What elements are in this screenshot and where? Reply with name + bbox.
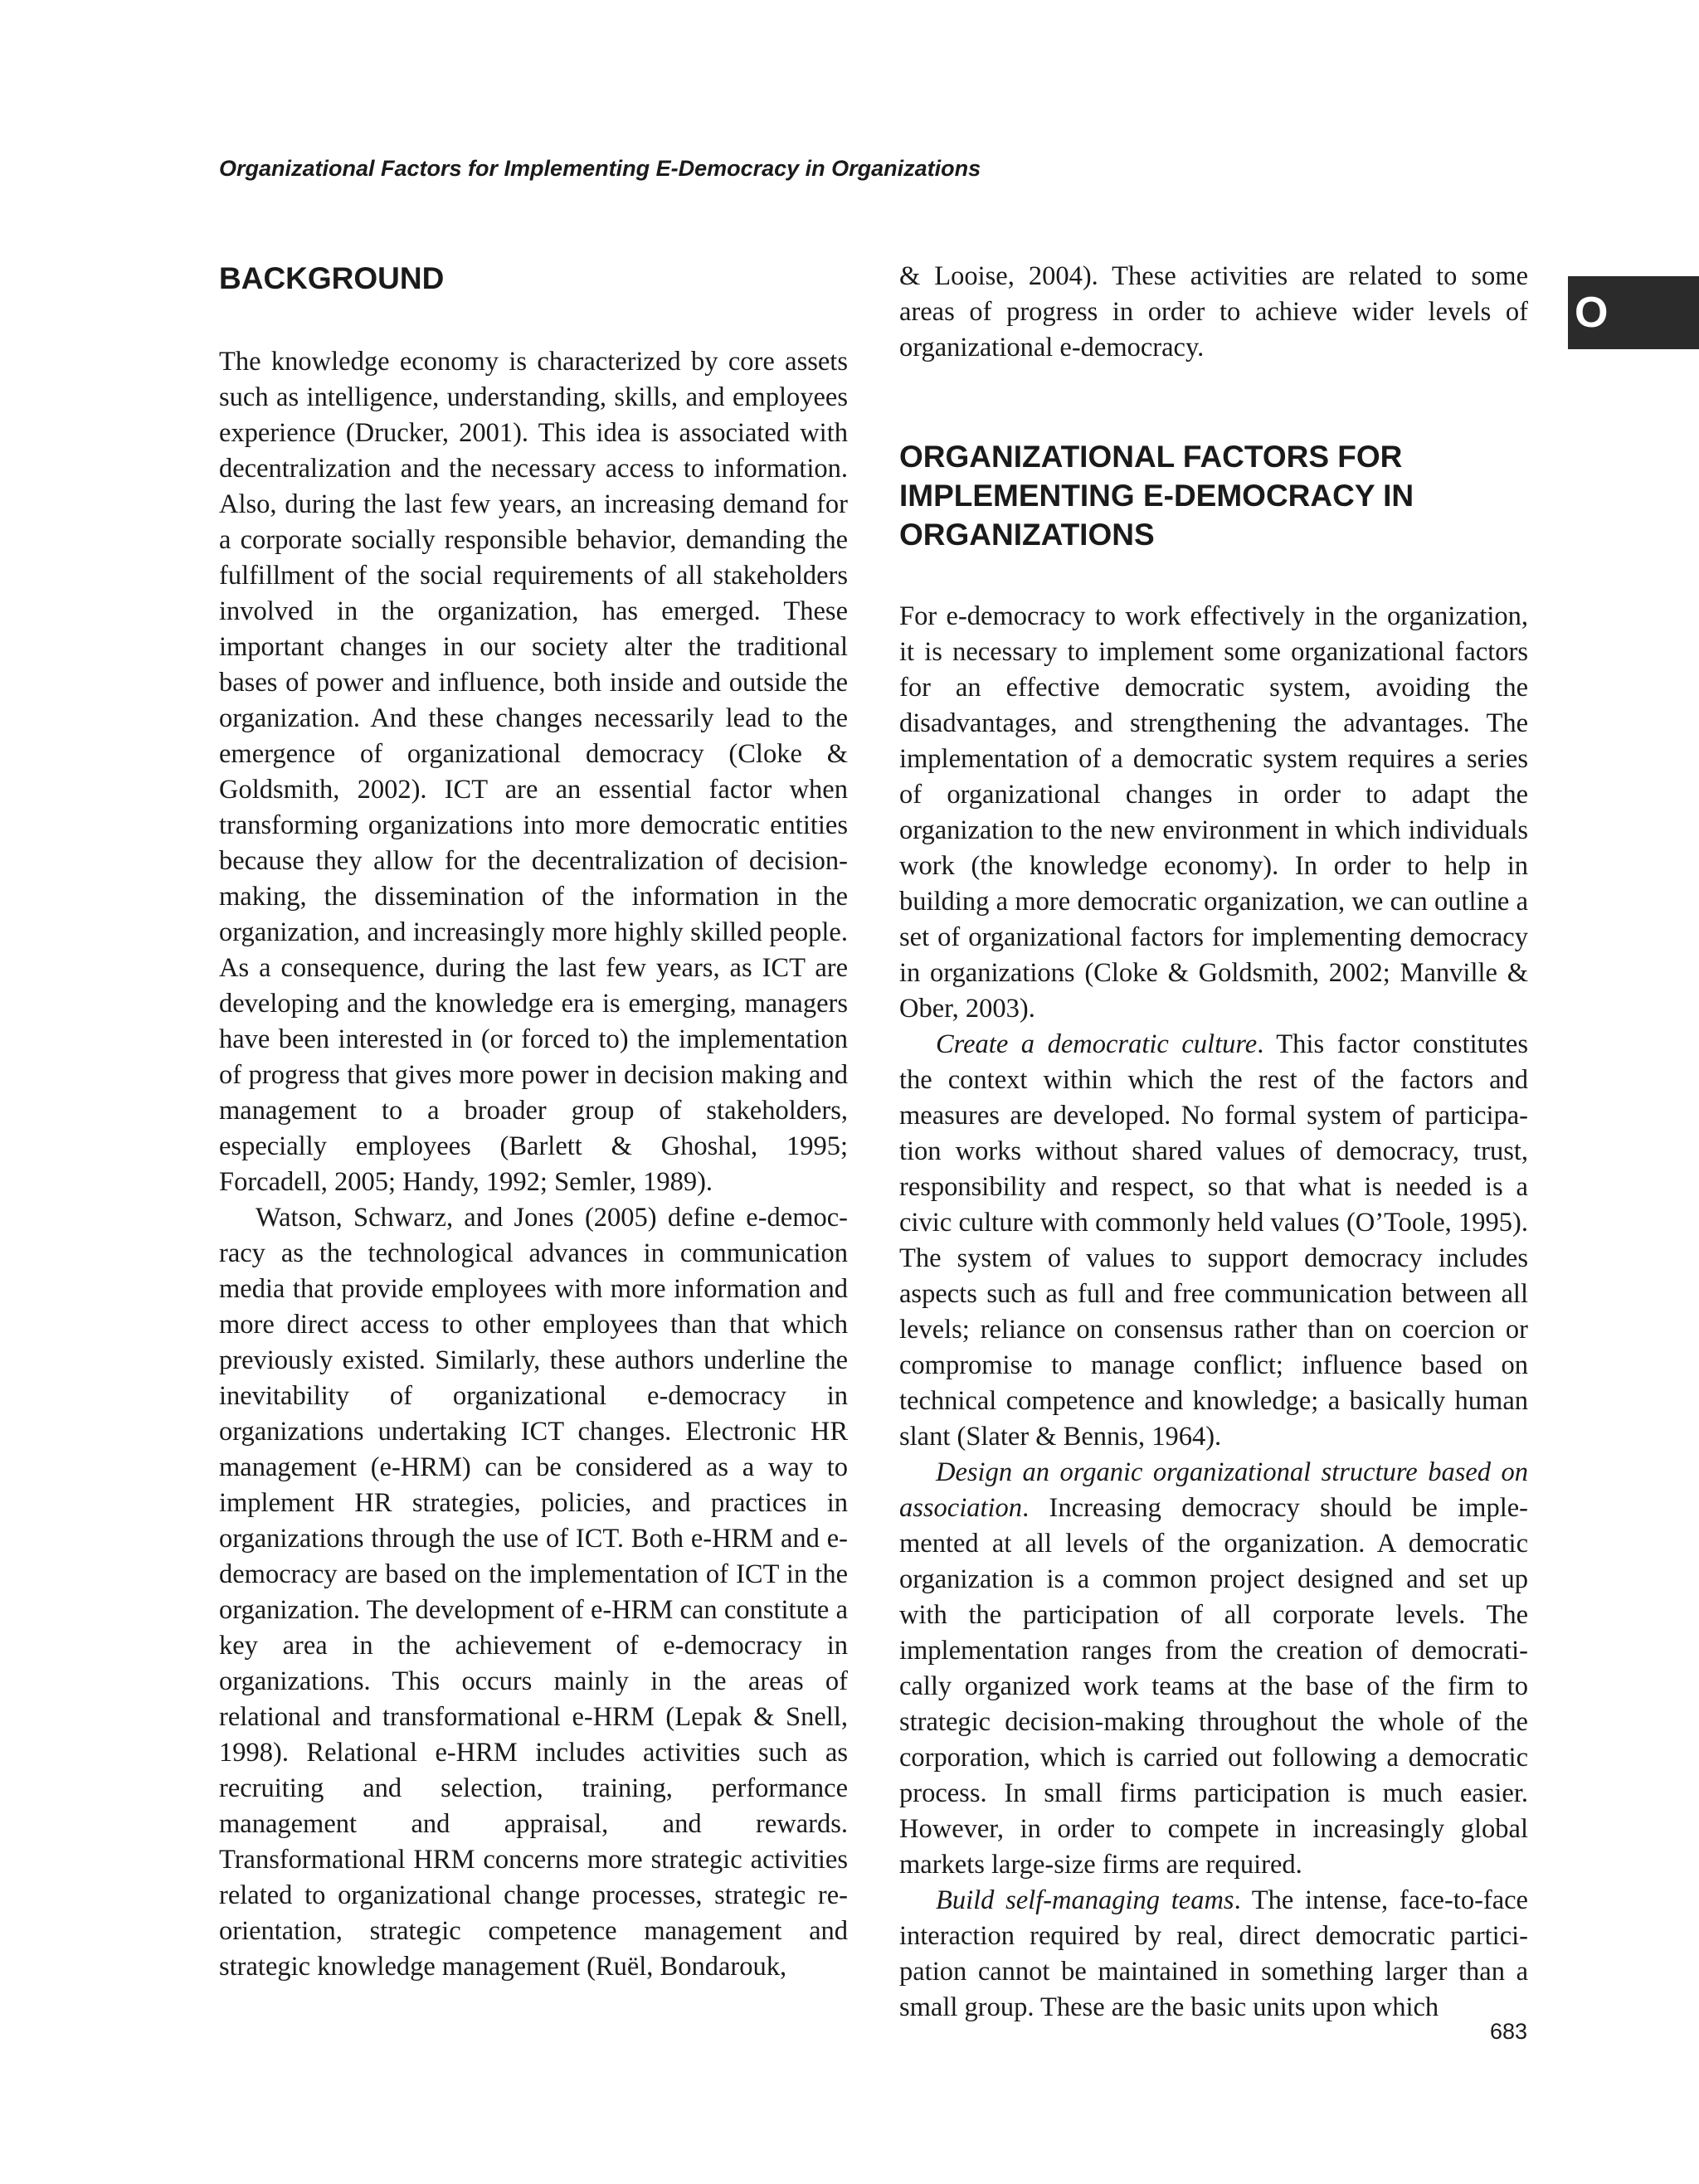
factors-intro-paragraph: For e-democracy to work effectively in the organization, it is necessary to implement some organizational factors for an effective democratic system, avoiding the disadvantages, and strengthening the advantages. The implementation of a democratic system requires a series of organizational changes in order to adapt the organization to the new environment in which individuals work (the knowledge economy). In order to help in building a more democratic organization, we can outline a set of organizational factors for implementing democracy in organizations (Cloke & Goldsmith, 2002; Manville & Ober, 2003). [899, 601, 1528, 1024]
factor-text-teams: . The intense, face-to-face interaction required by real, direct democratic participation cannot be maintained in something larger than a small group. These are the basic units upon which [899, 1885, 1528, 2022]
factor-text-culture: . This factor constitutes the context within which the rest of the factors and measures are developed. No formal system of participation works without shared values of democracy, trust, responsibility and respect, so that what is needed is a civic culture with commonly held values (O’Toole, 1995). The system of values to support democracy includes aspects such as full and free communication between all levels; reliance on consensus rather than on coercion or compromise to manage conflict; influence based on technical competence and knowledge; a basically human slant (Slater & Bennis, 1964). [899, 1029, 1528, 1452]
section-thumb-tab [1568, 276, 1699, 349]
factor-paragraph-culture [899, 1027, 1528, 1455]
factor-title-culture: Create a democratic culture [936, 1029, 1258, 1059]
right-column [899, 259, 1528, 2026]
factor-title-structure: Design an organic organizational structure based on association [899, 1457, 1528, 1523]
left-column [219, 259, 848, 1985]
factor-title-teams: Build self-managing teams [936, 1885, 1234, 1915]
organizational-factors-heading: ORGANIZATIONAL FACTORS FOR IMPLEMENTING E-DEMOCRACY IN ORGANIZATIONS [899, 440, 1414, 552]
background-heading: BACKGROUND [219, 261, 445, 295]
page-number: 683 [1490, 2019, 1528, 2044]
factor-paragraph-structure [899, 1455, 1528, 1883]
running-header: Organizational Factors for Implementing E-Democracy in Organizations [219, 156, 981, 181]
continued-paragraph: & Looise, 2004). These activities are related to some areas of progress in order to achieve wider levels of organizational e-democracy. [899, 261, 1528, 362]
factor-text-structure: . Increasing democracy should be implemented at all levels of the organization. A democratic organization is a common project designed and set up with the participation of all corporate levels. The implementation ranges from the creation of democratically organized work teams at the base of the firm to strategic decision-making throughout the whole of the corporation, which is carried out following a democratic process. In small firms participation is much easier. However, in order to compete in increasingly global markets large-size firms are required. [899, 1493, 1528, 1880]
background-paragraph-1: The knowledge economy is characterized by core assets such as intelligence, understanding, skills, and employees experience (Drucker, 2001). This idea is associated with decentralization and the necessary access to information. Also, during the last few years, an increasing demand for a corporate socially responsible behavior, demanding the fulfillment of the social requirements of all stakeholders involved in the organization, has emerged. These important changes in our society alter the traditional bases of power and influence, both inside and outside the organization. And these changes necessarily lead to the emergence of organizational democracy (Cloke & Goldsmith, 2002). ICT are an essential factor when transforming organizations into more democratic entities because they allow for the decentralization of decision-making, the dissemination of the information in the organization, and increasingly more highly skilled people. As a consequence, during the last few years, as ICT are developing and the knowledge era is emerging, managers have been interested in (or forced to) the implementation of progress that gives more power in decision making and management to a broader group of stakeholders, especially employees (Barlett & Ghoshal, 1995; Forcadell, 2005; Handy, 1992; Semler, 1989). [219, 347, 848, 1197]
thumb-tab-letter: O [1575, 289, 1609, 337]
background-paragraph-2: Watson, Schwarz, and Jones (2005) define e-democracy as the technological advances in communication media that provide employees with more information and more direct access to other employees than that which previously existed. Similarly, these authors underline the inevitability of organizational e-democracy in organizations undertaking ICT changes. Electronic HR management (e-HRM) can be considered as a way to implement HR strategies, policies, and practices in organizations through the use of ICT. Both e-HRM and e-democracy are based on the implementation of ICT in the organization. The development of e-HRM can constitute a key area in the achievement of e-democracy in organizations. This occurs mainly in the areas of relational and transformational e-HRM (Lepak & Snell, 1998). Relational e-HRM includes activities such as recruiting and selection, training, performance management and appraisal, and rewards. Transformational HRM concerns more strategic activities related to organizational change processes, strategic re-orientation, strategic competence management and strategic knowledge management (Ruël, Bondarouk, [219, 1203, 848, 1982]
factor-paragraph-teams [899, 1883, 1528, 2026]
